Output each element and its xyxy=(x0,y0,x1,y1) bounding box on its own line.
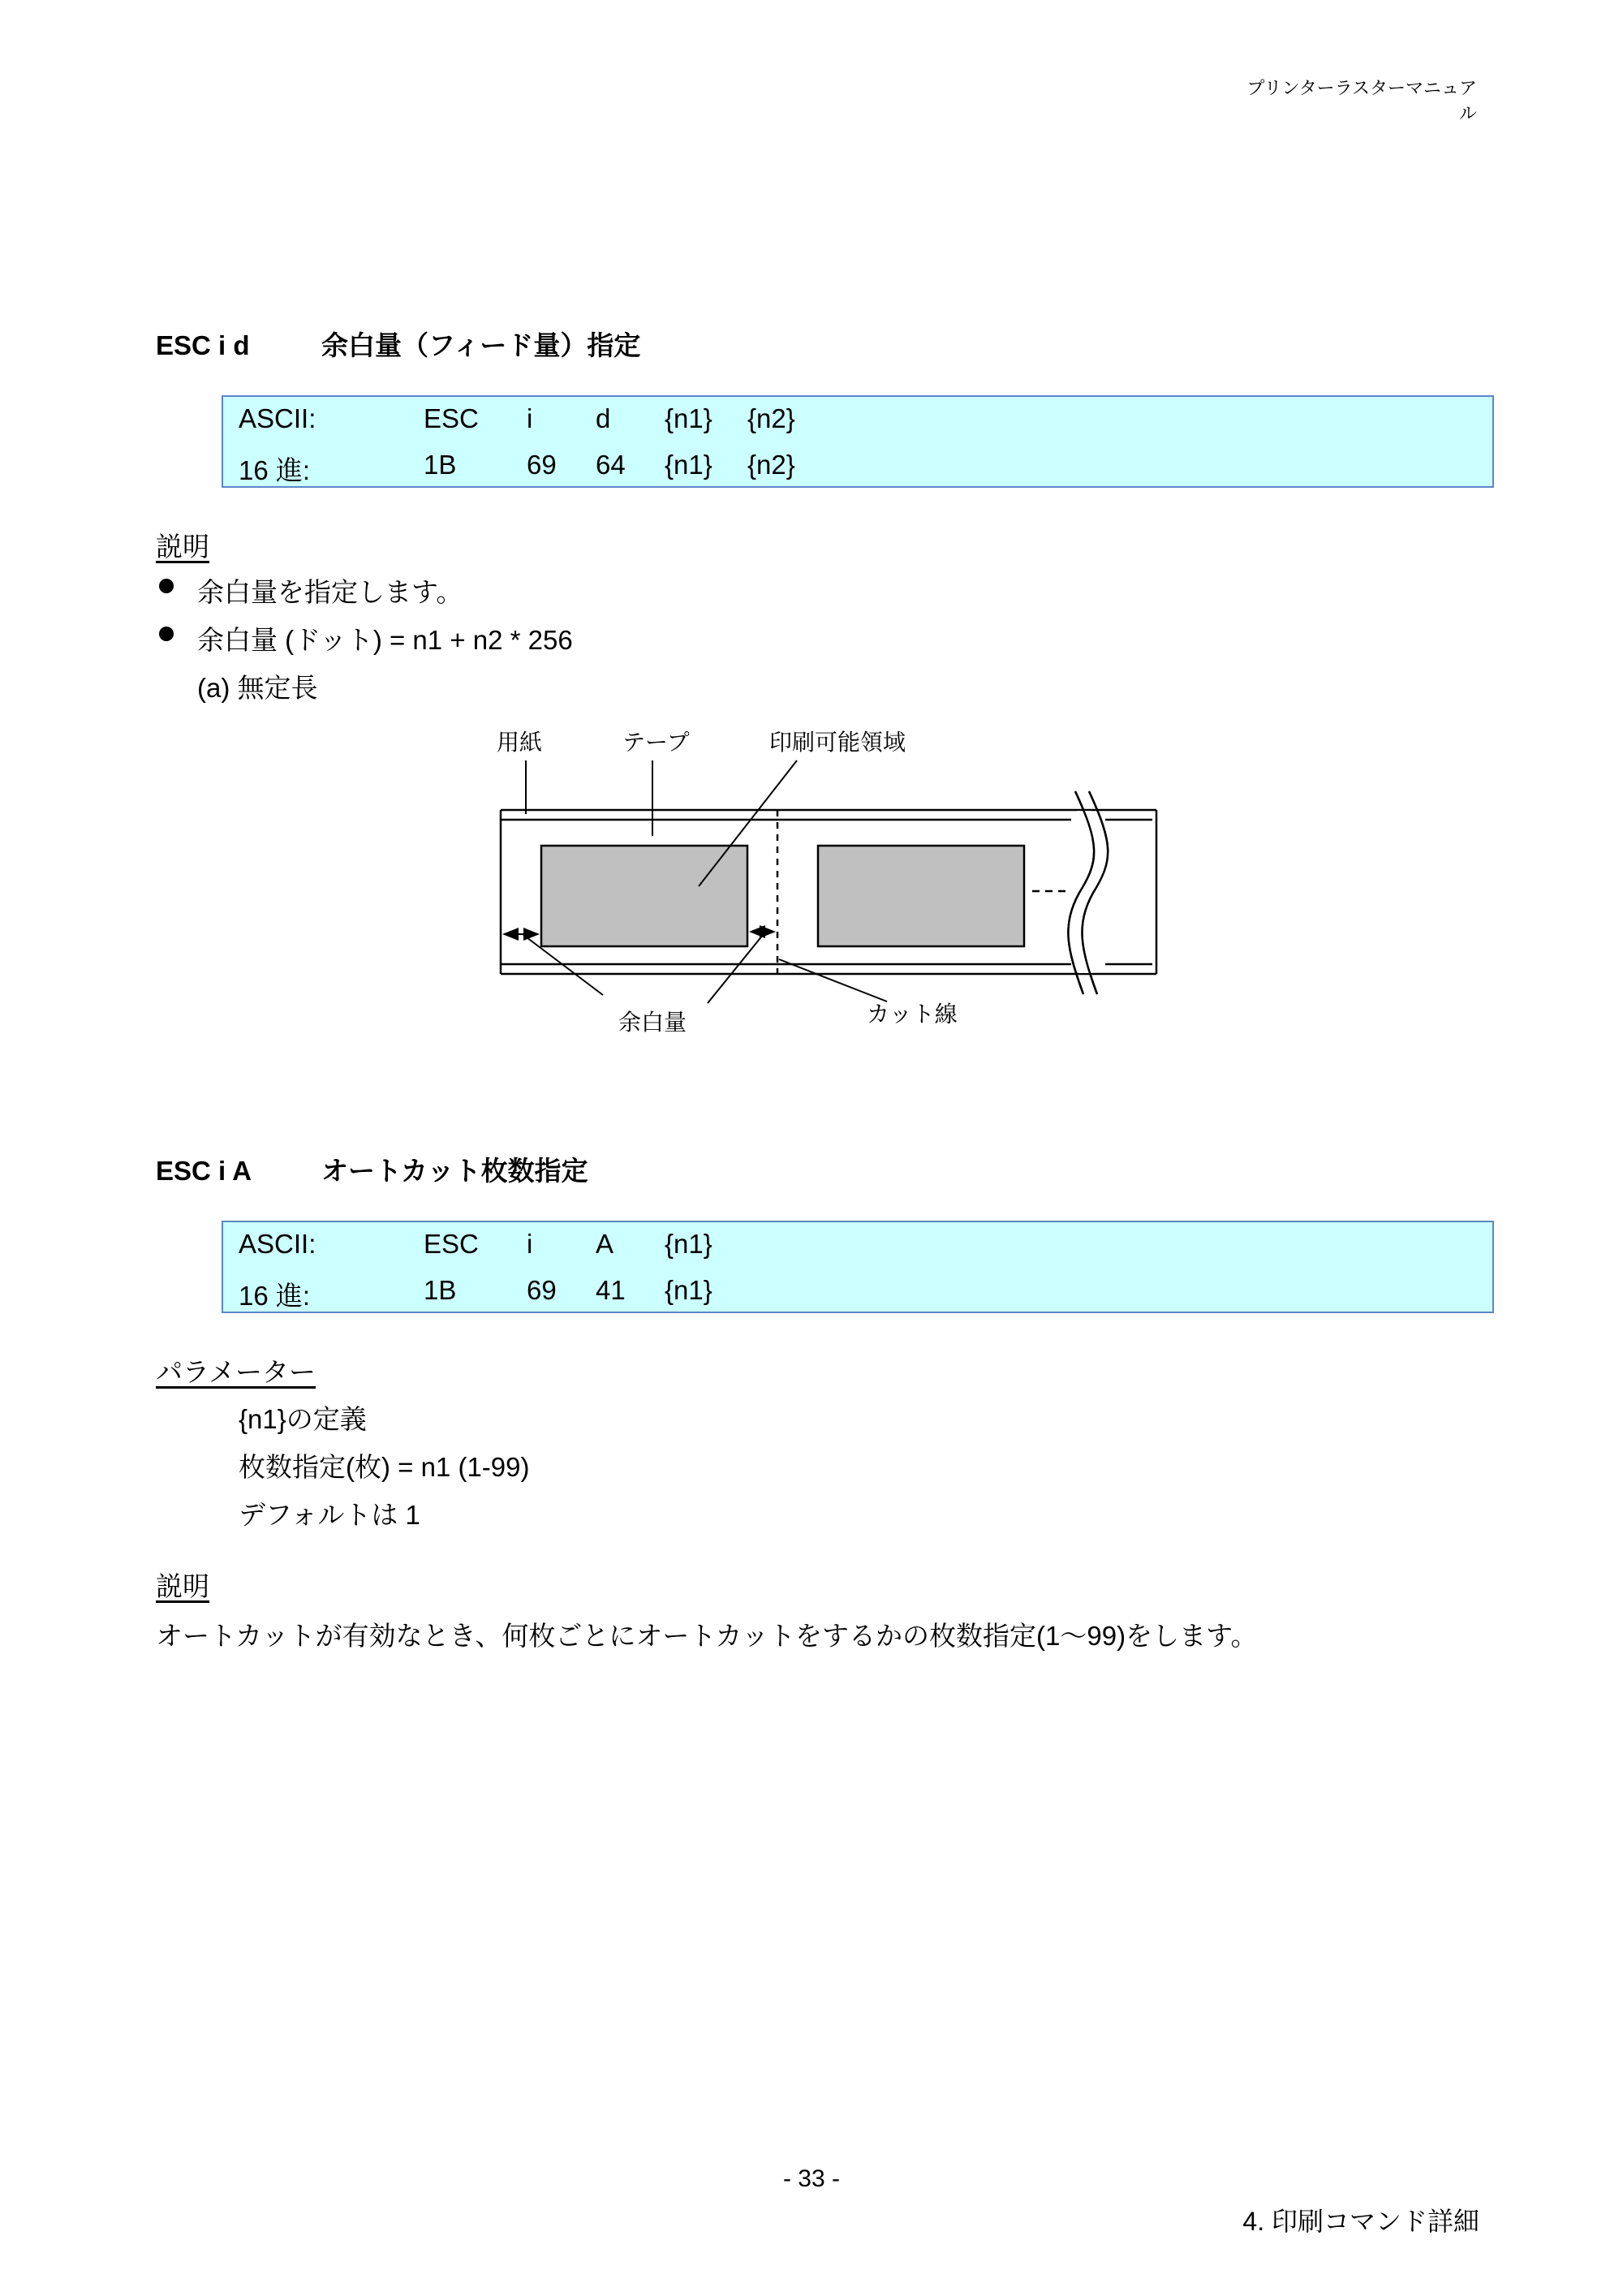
section2-heading xyxy=(156,1150,588,1188)
cell: 69 xyxy=(527,450,557,480)
cell: {n2} xyxy=(747,403,795,433)
cell: {n2} xyxy=(747,450,795,480)
section2-command: ESC i A xyxy=(156,1156,252,1186)
label-print-area: 印刷可能領域 xyxy=(769,730,906,755)
parameter-line: 枚数指定(枚) = n1 (1-99) xyxy=(239,1452,530,1482)
cell: A xyxy=(596,1229,614,1259)
row-label: ASCII: xyxy=(239,1229,316,1259)
section1-command: ESC i d xyxy=(156,330,250,360)
parameter-line: デフォルトは 1 xyxy=(239,1500,420,1530)
cell: {n1} xyxy=(665,1275,712,1305)
cell: ESC xyxy=(424,1229,479,1259)
row-label: ASCII: xyxy=(239,403,316,433)
cell: {n1} xyxy=(665,403,712,433)
cell: 64 xyxy=(596,450,626,480)
ascii-row xyxy=(223,1222,1492,1269)
cell: i xyxy=(527,1229,533,1259)
hex-row xyxy=(223,1269,1492,1315)
parameter-heading: パラメーター xyxy=(156,1357,316,1387)
section2-description-heading: 説明 xyxy=(156,1571,209,1601)
bullet-text: 余白量 (ドット) = n1 + n2 * 256 xyxy=(197,625,573,655)
row-label: 16 進: xyxy=(239,455,311,485)
chapter-title: 4. 印刷コマンド詳細 xyxy=(1242,2207,1479,2236)
section2-title: オートカット枚数指定 xyxy=(321,1156,588,1186)
section2-description-text: オートカットが有効なとき、何枚ごとにオートカットをするかの枚数指定(1～99)をします。 xyxy=(156,1621,1258,1651)
cell: i xyxy=(527,403,533,433)
cell: 69 xyxy=(527,1275,557,1305)
sub-item: (a) 無定長 xyxy=(197,673,318,703)
label-cut-line: カット線 xyxy=(867,1002,958,1027)
cell: 41 xyxy=(596,1275,626,1305)
label-paper: 用紙 xyxy=(497,730,543,755)
bullet-text: 余白量を指定します。 xyxy=(197,577,463,607)
section1-title: 余白量（フィード量）指定 xyxy=(321,330,641,360)
cell: ESC xyxy=(424,403,479,433)
label-tape: テープ xyxy=(622,730,690,755)
page-number: - 33 - xyxy=(782,2165,841,2192)
cell: {n1} xyxy=(665,450,712,480)
manual-title: プリンターラスターマニュアル xyxy=(1246,78,1477,123)
section1-description-heading: 説明 xyxy=(156,532,209,562)
cell: d xyxy=(596,403,611,433)
parameter-line: {n1}の定義 xyxy=(239,1404,367,1434)
row-label: 16 進: xyxy=(239,1281,311,1311)
cell: {n1} xyxy=(665,1229,712,1259)
section2-command-box xyxy=(222,1221,1494,1313)
cell: 1B xyxy=(424,1275,457,1305)
label-margin: 余白量 xyxy=(618,1010,687,1035)
cell: 1B xyxy=(424,450,457,480)
